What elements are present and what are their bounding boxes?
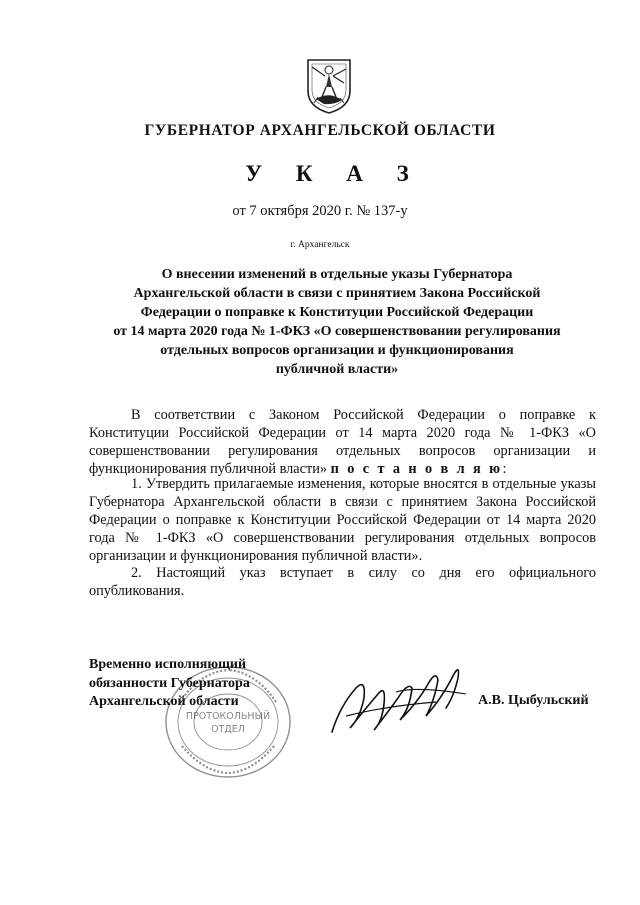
position-line: Временно исполняющий (89, 657, 247, 672)
coat-of-arms-icon (304, 57, 354, 115)
stamp-line-1: ПРОТОКОЛЬНЫЙ (185, 711, 271, 722)
city-name: г. Архангельск (290, 240, 350, 250)
title-line: отдельных вопросов организации и функционирования (160, 343, 514, 358)
position-line: Архангельской области (89, 694, 239, 710)
document-type: У К А З (245, 161, 423, 186)
title-line: от 14 марта 2020 года № 1-ФКЗ «О совершенствовании регулирования (113, 324, 561, 339)
title-line: О внесении изменений в отдельные указы Губернатора (161, 267, 513, 282)
decree-colon: : (502, 461, 507, 478)
title-line: публичной власти» (275, 362, 399, 377)
issuing-authority: ГУБЕРНАТОР АРХАНГЕЛЬСКОЙ ОБЛАСТИ (144, 122, 496, 139)
signatory-position (89, 656, 250, 712)
stamp-line-2: ОТДЕЛ (211, 724, 245, 735)
preamble-text: В соответствии с Законом Российской Федерации о поправке к Конституции Российской Федерации от 14 марта 2020 года № 1-ФКЗ «О совершенствовании регулирования отдельных вопросов организации и функционирования публичной власти» (89, 407, 596, 478)
decree-word: п о с т а н о в л я ю (330, 461, 503, 478)
title-line: Архангельской области в связи с принятием Закона Российской (133, 286, 541, 301)
signatory-name: А.В. Цыбульский (478, 693, 589, 708)
item-2-text: 2. Настоящий указ вступает в силу со дня его официального опубликования. (89, 565, 596, 600)
item-1-paragraph (89, 475, 596, 565)
decree-title (72, 265, 602, 379)
handwritten-signature (326, 658, 474, 742)
title-line: Федерации о поправке к Конституции Российской Федерации (140, 305, 534, 320)
preamble-paragraph (89, 406, 596, 478)
date-and-number: от 7 октября 2020 г. № 137-у (232, 203, 408, 219)
position-line: обязанности Губернатора (89, 675, 250, 691)
item-2-paragraph (89, 564, 596, 600)
item-1-text: 1. Утвердить прилагаемые изменения, которые вносятся в отдельные указы Губернатора Архангельской области в связи с принятием Закона Российской Федерации о поправке к Конституции Российской Федерации от 14 марта 2020 года № 1-ФКЗ «О совершенствовании регулирования отдельных вопросов организации и функционирования публичной власти». (89, 476, 596, 565)
